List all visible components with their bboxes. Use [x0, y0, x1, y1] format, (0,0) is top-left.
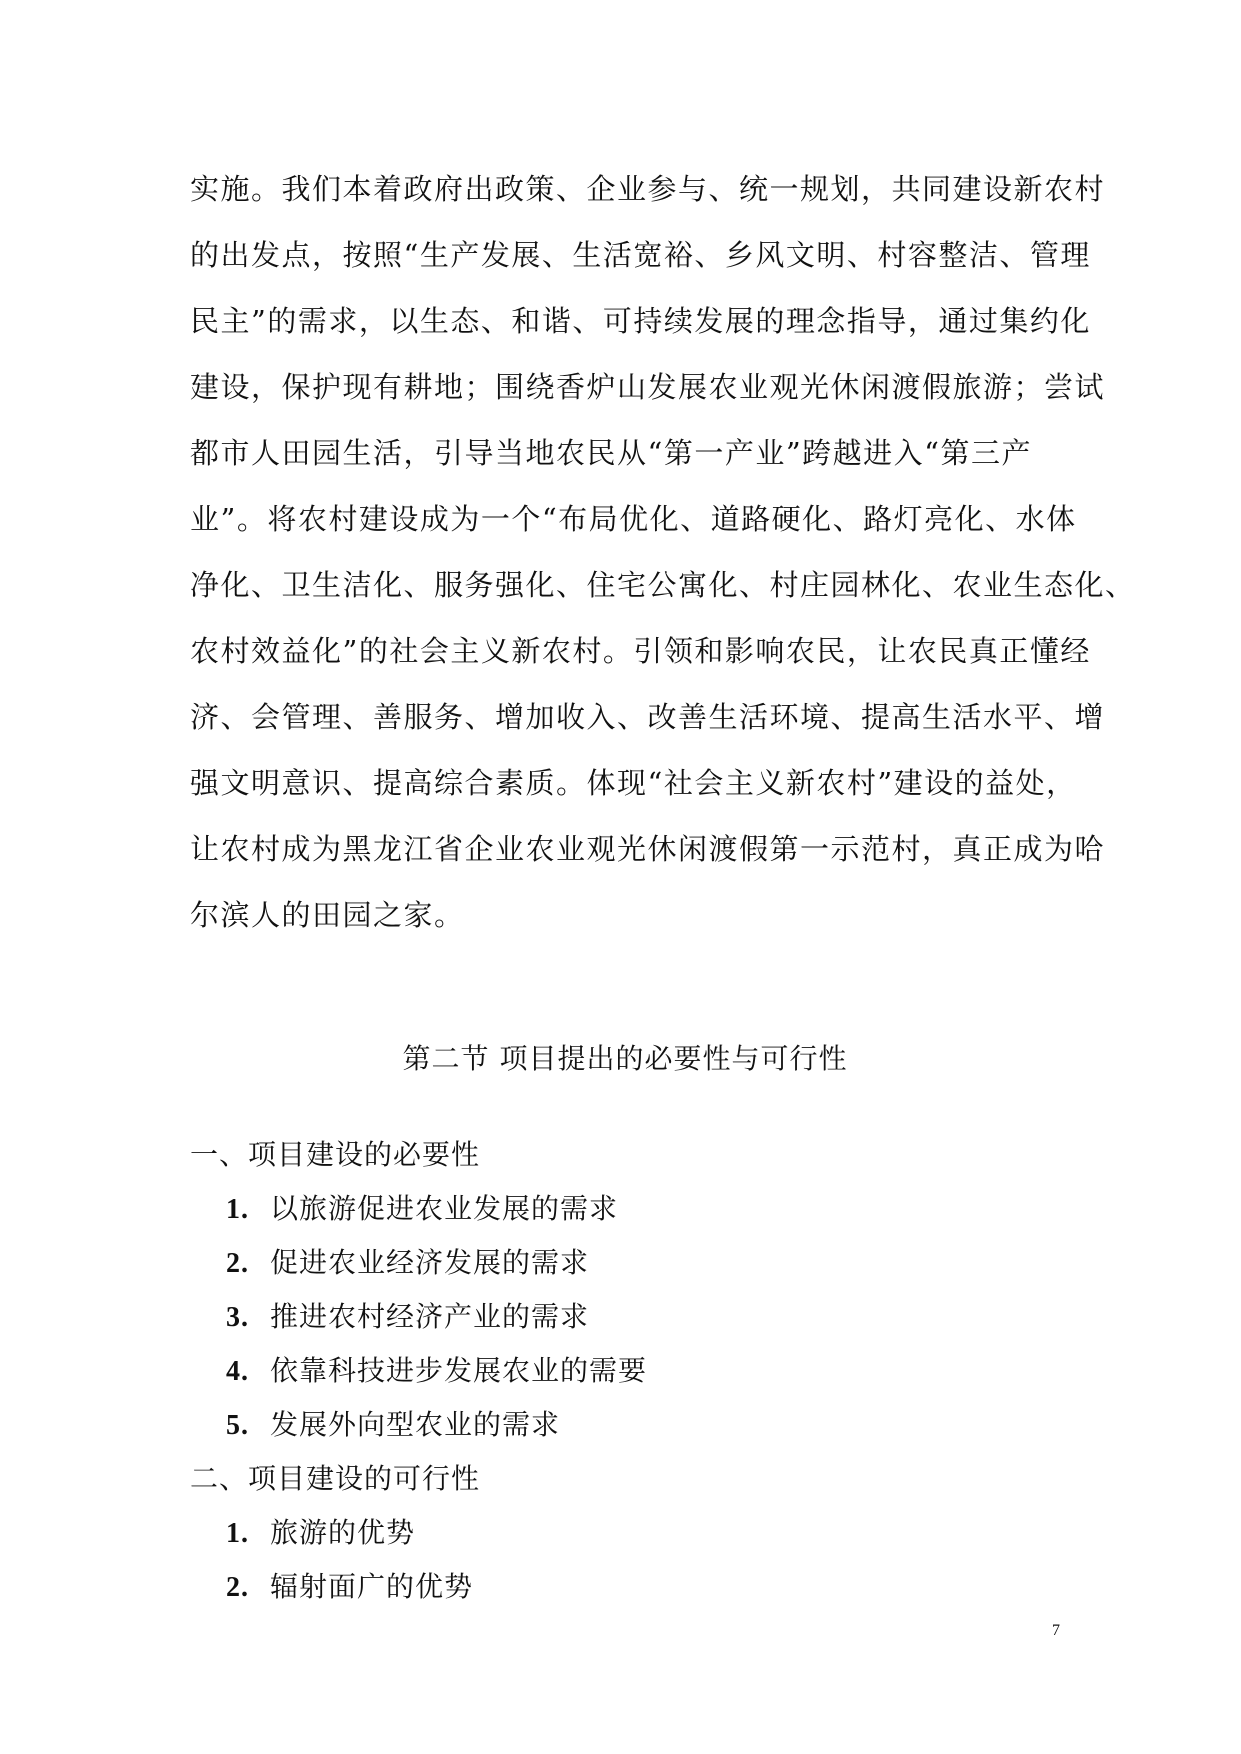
item-text: 促进农业经济发展的需求 — [270, 1246, 590, 1279]
item-number: 2. — [226, 1572, 249, 1603]
feasibility-item — [190, 1560, 1060, 1614]
paragraph-line: 的出发点，按照“生产发展、生活宽裕、乡风文明、村容整洁、管理 — [190, 238, 1091, 272]
item-text: 旅游的优势 — [270, 1516, 416, 1549]
necessity-heading: 一、项目建设的必要性 — [190, 1138, 481, 1171]
paragraph-line: 农村效益化”的社会主义新农村。引领和影响农民，让农民真正懂经 — [190, 634, 1091, 668]
feasibility-item — [190, 1506, 1060, 1560]
page-number: 7 — [1052, 1622, 1060, 1639]
outline-list — [190, 1128, 1060, 1614]
paragraph-line: 尔滨人的田园之家。 — [190, 898, 465, 932]
item-text: 以旅游促进农业发展的需求 — [270, 1192, 619, 1225]
necessity-item — [190, 1182, 1060, 1236]
feasibility-heading: 二、项目建设的可行性 — [190, 1462, 481, 1495]
item-text: 辐射面广的优势 — [270, 1570, 474, 1603]
paragraph-line: 让农村成为黑龙江省企业农业观光休闲渡假第一示范村，真正成为哈 — [190, 832, 1106, 866]
paragraph-line: 济、会管理、善服务、增加收入、改善生活环境、提高生活水平、增 — [190, 700, 1106, 734]
paragraph-line: 强文明意识、提高综合素质。体现“社会主义新农村”建设的益处， — [190, 766, 1077, 800]
necessity-item — [190, 1398, 1060, 1452]
paragraph-line: 都市人田园生活，引导当地农民从“第一产业”跨越进入“第三产 — [190, 436, 1032, 470]
paragraph-line: 民主”的需求，以生态、和谐、可持续发展的理念指导，通过集约化 — [190, 304, 1091, 338]
paragraph-line: 建设，保护现有耕地；围绕香炉山发展农业观光休闲渡假旅游；尝试 — [190, 370, 1106, 404]
item-number: 1. — [226, 1194, 249, 1225]
necessity-item — [190, 1344, 1060, 1398]
paragraph-line: 业”。将农村建设成为一个“布局优化、道路硬化、路灯亮化、水体 — [190, 502, 1077, 536]
item-text: 依靠科技进步发展农业的需要 — [270, 1354, 648, 1387]
necessity-item — [190, 1236, 1060, 1290]
item-number: 2. — [226, 1248, 249, 1279]
body-paragraph — [190, 156, 1136, 948]
section-title: 第二节 项目提出的必要性与可行性 — [402, 1042, 848, 1075]
item-number: 1. — [226, 1518, 249, 1549]
paragraph-line: 实施。我们本着政府出政策、企业参与、统一规划，共同建设新农村 — [190, 172, 1106, 206]
item-number: 5. — [226, 1410, 249, 1441]
item-text: 推进农村经济产业的需求 — [270, 1300, 590, 1333]
paragraph-line: 净化、卫生洁化、服务强化、住宅公寓化、村庄园林化、农业生态化、 — [190, 568, 1136, 602]
item-number: 4. — [226, 1356, 249, 1387]
necessity-item — [190, 1290, 1060, 1344]
item-text: 发展外向型农业的需求 — [270, 1408, 561, 1441]
item-number: 3. — [226, 1302, 249, 1333]
